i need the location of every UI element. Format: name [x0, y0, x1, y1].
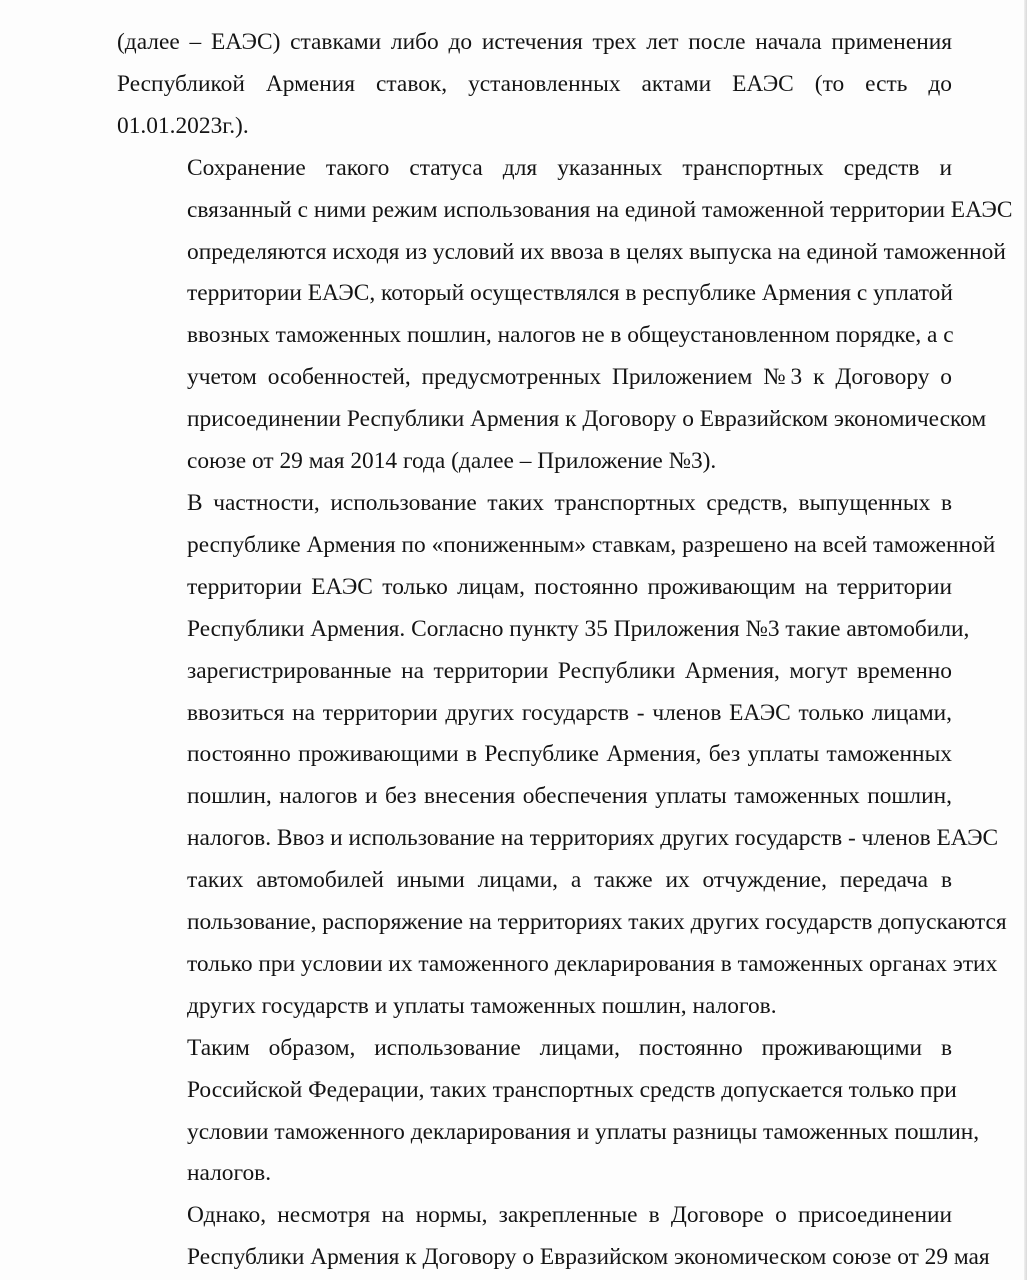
text-line: присоединении Республики Армения к Договору о Евразийском экономическом: [187, 406, 987, 433]
text-line: Республики Армения к Договору о Евразийском экономическом союзе от 29 мая: [187, 1244, 990, 1271]
paragraph-status: [117, 148, 1013, 483]
document-body: [117, 22, 1013, 1279]
text-line: постоянно проживающими в Республике Армения, без уплаты таможенных: [187, 741, 952, 768]
text-line: Республики Армения. Согласно пункту 35 Приложения №3 такие автомобили,: [187, 615, 970, 642]
text-line: таких автомобилей иными лицами, а также их отчуждение, передача в: [187, 867, 952, 894]
text-line: пошлин, налогов и без внесения обеспечения уплаты таможенных пошлин,: [187, 783, 952, 810]
text-line: территории ЕАЭС, который осуществлялся в республике Армения с уплатой: [187, 280, 953, 307]
text-line: определяются исходя из условий их ввоза в целях выпуска на единой таможенной: [187, 238, 1006, 265]
text-line: других государств и уплаты таможенных пошлин, налогов.: [187, 992, 777, 1019]
text-line: зарегистрированные на территории Республики Армения, могут временно: [187, 657, 952, 684]
paragraph-conclusion: [117, 1028, 980, 1196]
text-line: пользование, распоряжение на территориях таких других государств допускаются: [187, 909, 1007, 936]
paragraph-continued: [117, 22, 952, 148]
text-line: налогов. Ввоз и использование на территориях других государств - членов ЕАЭС: [187, 825, 999, 852]
text-line: Республикой Армения ставок, установленных актами ЕАЭС (то есть до: [117, 70, 952, 97]
text-line: ввозиться на территории других государств - членов ЕАЭС только лицами,: [187, 699, 952, 726]
text-line: Сохранение такого статуса для указанных транспортных средств и: [187, 154, 952, 181]
text-line: республике Армения по «пониженным» ставкам, разрешено на всей таможенной: [187, 531, 996, 558]
text-line: 01.01.2023г.).: [117, 112, 249, 139]
text-line: Российской Федерации, таких транспортных средств допускается только при: [187, 1076, 957, 1103]
text-line: Однако, несмотря на нормы, закрепленные в Договоре о присоединении: [187, 1202, 952, 1229]
text-line: условии таможенного декларирования и уплаты разницы таможенных пошлин,: [187, 1118, 980, 1145]
text-line: учетом особенностей, предусмотренных Приложением №3 к Договору о: [187, 364, 952, 391]
paragraph-particulars: [117, 483, 1007, 1028]
text-line: (далее – ЕАЭС) ставками либо до истечения трех лет после начала применения: [117, 29, 952, 55]
text-line: налогов.: [187, 1160, 272, 1187]
text-line: Таким образом, использование лицами, постоянно проживающими в: [187, 1034, 952, 1061]
text-line: В частности, использование таких транспортных средств, выпущенных в: [187, 489, 952, 516]
text-line: ввозных таможенных пошлин, налогов не в общеустановленном порядке, а с: [187, 322, 954, 349]
text-line: только при условии их таможенного декларирования в таможенных органах этих: [187, 950, 998, 977]
text-line: связанный с ними режим использования на единой таможенной территории ЕАЭС: [187, 196, 1013, 223]
text-line: союзе от 29 мая 2014 года (далее – Приложение №3).: [187, 448, 717, 475]
paragraph-however: [117, 1195, 990, 1279]
text-line: территории ЕАЭС только лицам, постоянно проживающим на территории: [187, 573, 952, 600]
